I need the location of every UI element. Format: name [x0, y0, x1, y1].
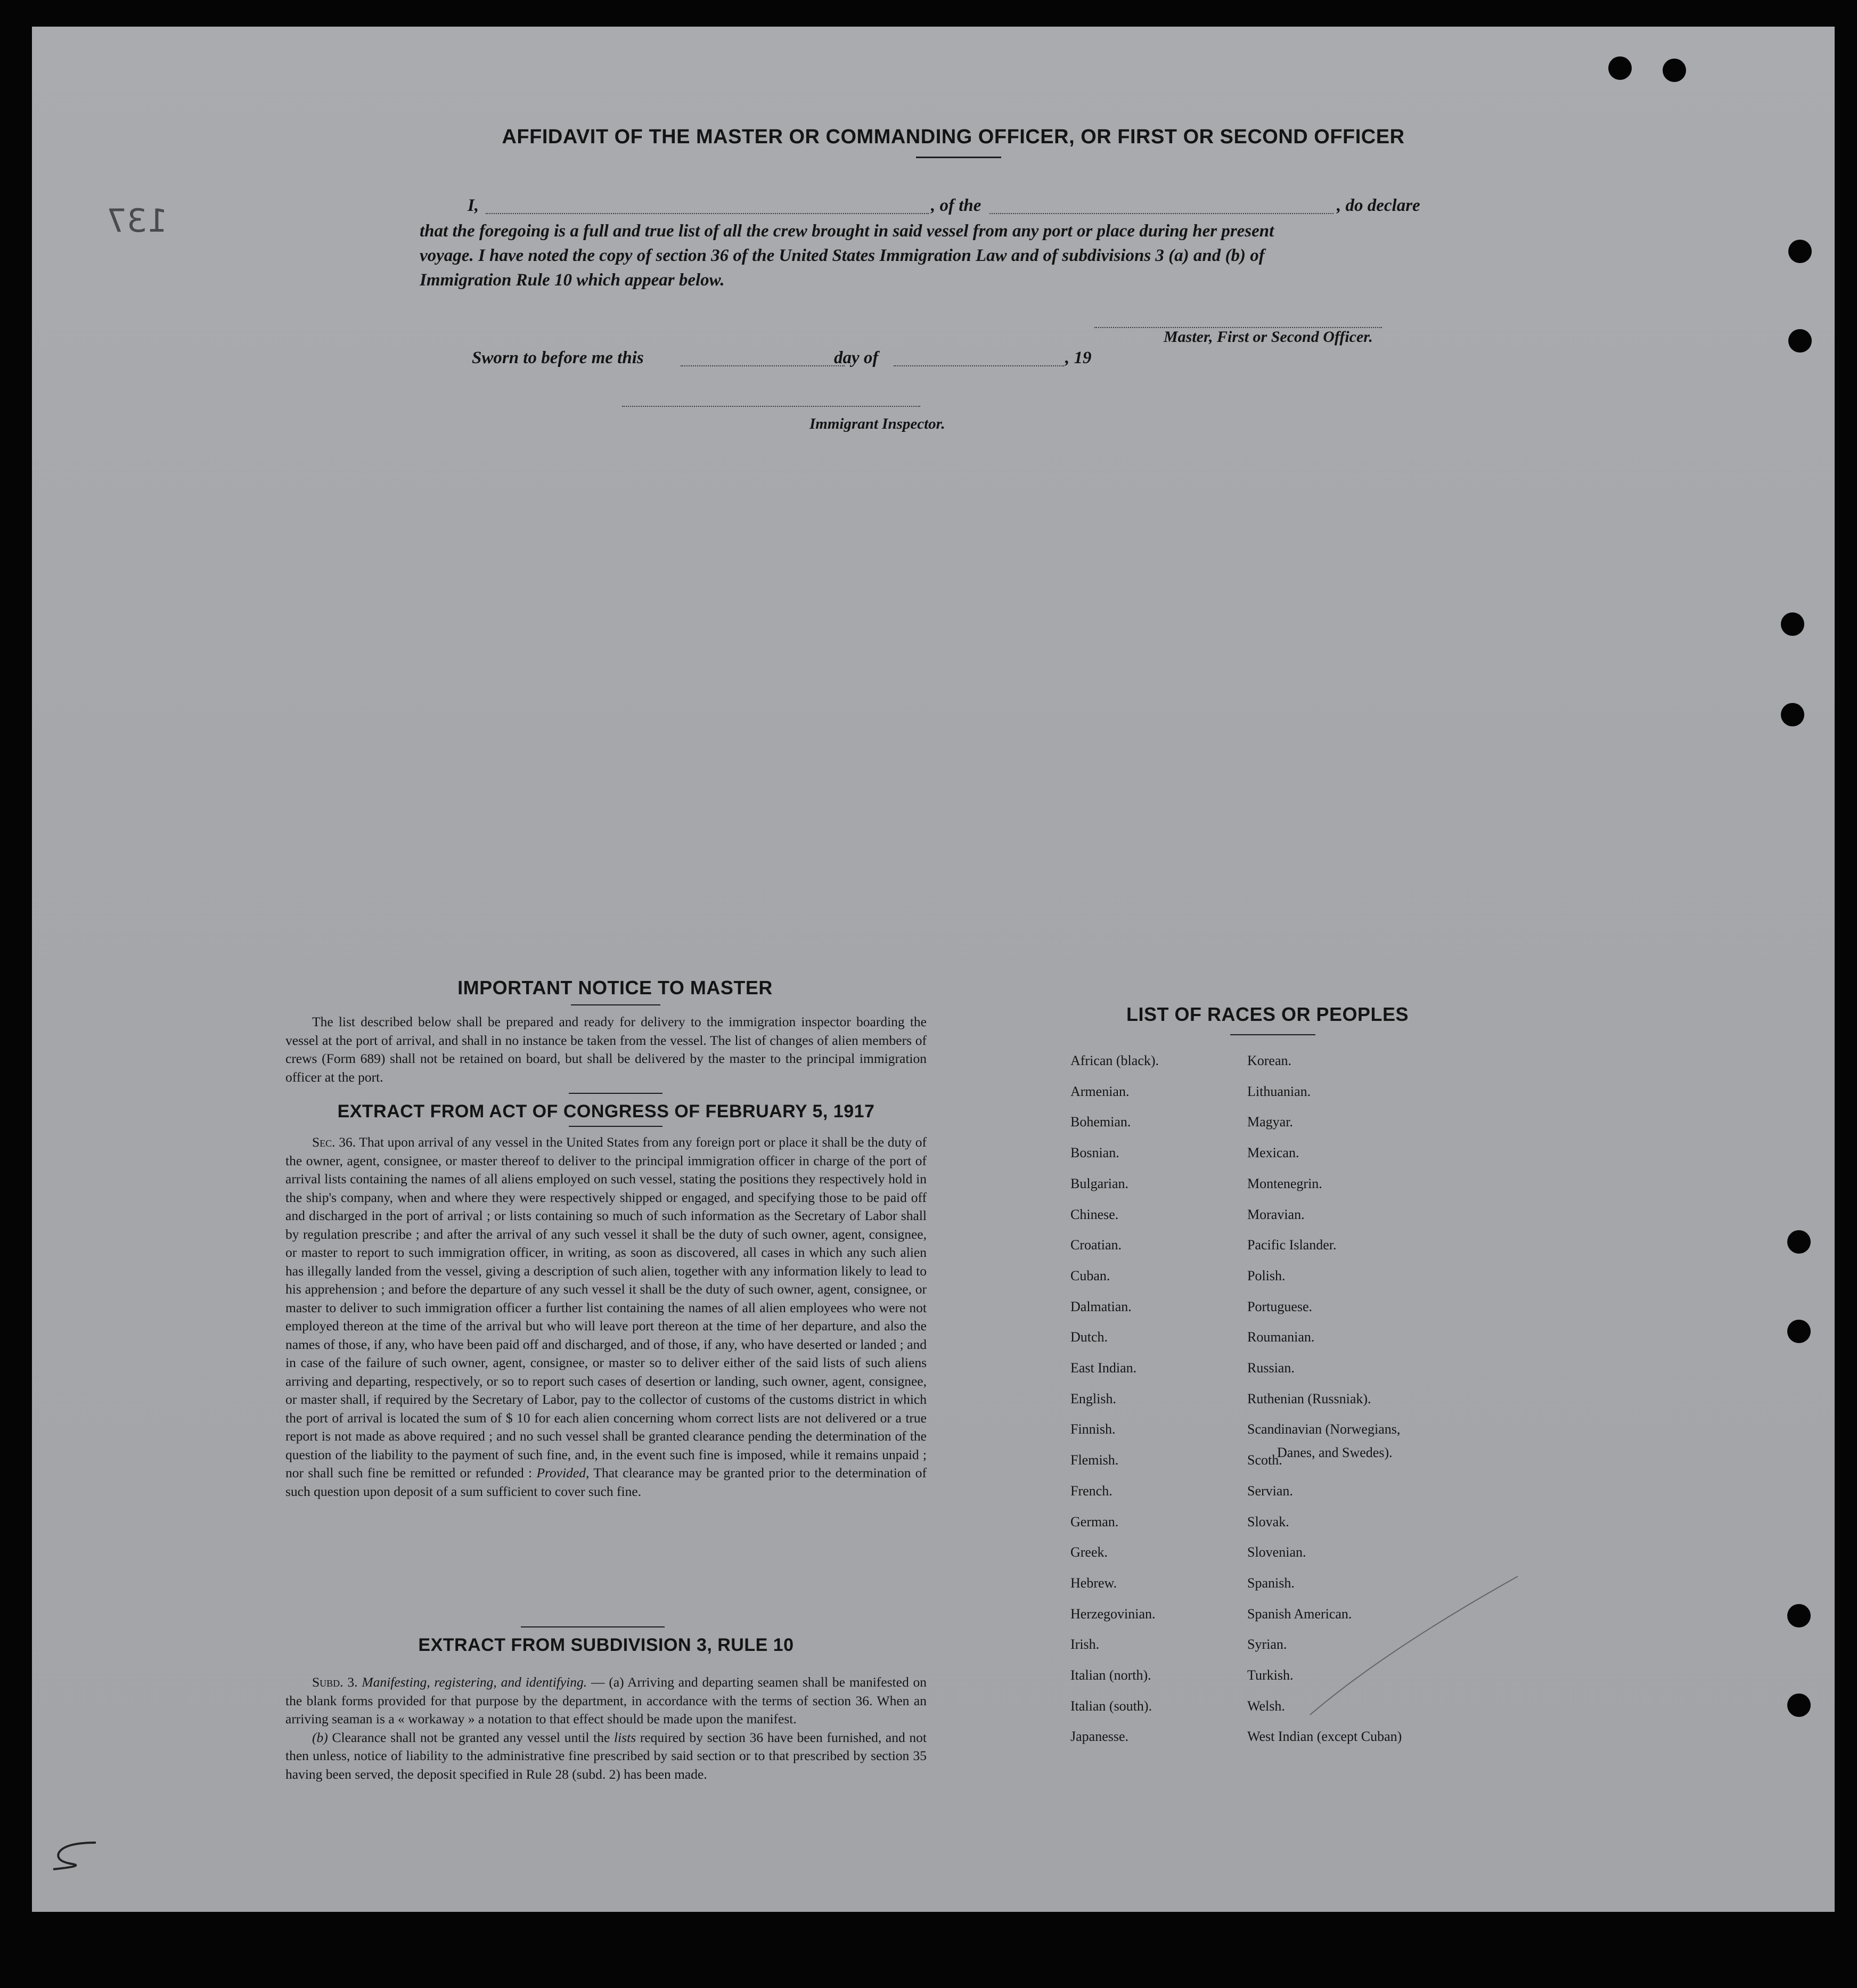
subd-heading: Manifesting, registering, and identifying. — [362, 1674, 587, 1690]
subd-b-label: (b) — [312, 1729, 328, 1745]
race-item: Bosnian. — [1070, 1145, 1119, 1160]
race-item: Slovenian. — [1247, 1544, 1306, 1560]
race-item: Roumanian. — [1247, 1329, 1315, 1345]
sworn-month-blank — [894, 365, 1064, 366]
act-provided: Provided, — [536, 1465, 590, 1480]
sworn-day-of: day of — [834, 348, 879, 367]
punch-hole-icon — [1787, 1320, 1811, 1343]
race-item: Servian. — [1247, 1483, 1293, 1499]
subdivision-text — [285, 1673, 927, 1784]
race-item: Russian. — [1247, 1360, 1295, 1376]
act-title: EXTRACT FROM ACT OF CONGRESS OF FEBRUARY 5, 1917 — [337, 1101, 875, 1122]
punch-hole-icon — [1608, 56, 1632, 80]
subd-label: Subd. 3. — [312, 1674, 358, 1690]
race-item: Cuban. — [1070, 1268, 1110, 1283]
punch-hole-icon — [1781, 612, 1804, 636]
handwritten-mark-icon — [43, 1837, 107, 1880]
notice-title: IMPORTANT NOTICE TO MASTER — [457, 977, 773, 999]
race-item: Korean. — [1247, 1053, 1292, 1068]
race-item: West Indian (except Cuban) — [1247, 1729, 1402, 1744]
margin-page-number: 137 — [107, 202, 168, 240]
affidavit-title-rule — [916, 157, 1001, 158]
punch-hole-icon — [1787, 1694, 1811, 1717]
race-item: Montenegrin. — [1247, 1176, 1322, 1191]
act-body: That upon arrival of any vessel in the United States from any foreign port or place it shall be the duty of the owner, agent, consignee, or master thereof to deliver to the principal immigration officer in charge of the port of arrival lists containing the names of all aliens employed on such vessel, stating the positions they respectively hold in the ship's company, when and where they were respectively shipped or engaged, and specifying those to be paid off and discharged in the port of arrival ; or lists containing so much of such information as the Secretary of Labor shall by regulation prescribe ; and after the arrival of any such vessel it shall be the duty of such owner, agent, consignee, or master to report to such immigration officer, in writing, as soon as discovered, all cases in which any such alien has illegally landed from the vessel, giving a description of such alien, together with any information likely to lead to his apprehension ; and before the departure of any such vessel it shall be the duty of such owner, agent, consignee, or master to deliver to such immigration officer a further list containing the names of all alien employees who were not employed thereon at the time of the arrival but who will leave port thereon at the time of her departure, and also the names of those, if any, who have been paid off and discharged, and of those, if any, who have deserted or landed ; and in case of the failure of such owner, agent, consignee, or master so to deliver either of the said lists of such aliens arriving and departing, respectively, or so to report such cases of desertion or landing, such owner, agent, consignee, or master shall, if required by the Secretary of Labor, pay to the collector of customs of the customs district in which the port of arrival is located the sum of $ 10 for each alien concerning whom correct lists are not delivered or a true report is not made as above required ; and no such vessel shall be granted clearance pending the determination of the question of the liability to the payment of such fine, and, in the event such fine is imposed, while it remains unpaid ; nor shall such fine be remitted or refunded : — [285, 1134, 927, 1480]
act-paragraph — [285, 1133, 927, 1501]
race-item: Welsh. — [1247, 1698, 1285, 1714]
subdivision-title: EXTRACT FROM SUBDIVISION 3, RULE 10 — [418, 1635, 794, 1655]
race-item: Italian (north). — [1070, 1667, 1151, 1683]
act-text — [285, 1133, 927, 1501]
subd-b-lists: lists — [614, 1729, 636, 1745]
subd-a-text: Arriving and departing seamen shall be manifested on the blank forms provided for that purpose by the department, in accordance with the terms of section 36. When an arriving seaman is a « workaway » a notation to that effect should be made upon the manifest. — [285, 1674, 927, 1727]
race-item: Mexican. — [1247, 1145, 1299, 1160]
punch-hole-icon — [1787, 1230, 1811, 1254]
race-item: Spanish American. — [1247, 1606, 1352, 1622]
affidavit-title: AFFIDAVIT OF THE MASTER OR COMMANDING OFFICER, OR FIRST OR SECOND OFFICER — [502, 126, 1405, 148]
affidavit-line-4: Immigration Rule 10 which appear below. — [420, 271, 725, 290]
affidavit-line-3: voyage. I have noted the copy of section 36 of the United States Immigration Law and of subdivisions 3 (a) and (b) of — [420, 246, 1265, 265]
act-section-label: Sec. 36. — [312, 1134, 356, 1150]
document-page — [32, 27, 1835, 1912]
race-item: Chinese. — [1070, 1207, 1119, 1222]
subdivision-paragraph-b — [285, 1729, 927, 1784]
race-item: Japanesse. — [1070, 1729, 1129, 1744]
affidavit-i: I, — [468, 196, 479, 215]
subd-b-text-1: Clearance shall not be granted any vessel until the — [332, 1729, 610, 1745]
punch-hole-icon — [1663, 59, 1686, 82]
race-item: Greek. — [1070, 1544, 1108, 1560]
race-item: Spanish. — [1247, 1575, 1295, 1591]
race-item: English. — [1070, 1391, 1116, 1406]
race-item: Bulgarian. — [1070, 1176, 1129, 1191]
races-title: LIST OF RACES OR PEOPLES — [1126, 1003, 1409, 1025]
affidavit-do-declare: , do declare — [1337, 196, 1420, 215]
punch-hole-icon — [1788, 329, 1812, 353]
race-item: French. — [1070, 1483, 1112, 1499]
notice-text — [285, 1013, 927, 1086]
affidavit-name-blank — [486, 213, 929, 214]
race-item: Scandinavian (Norwegians, — [1247, 1421, 1401, 1437]
race-item: German. — [1070, 1514, 1119, 1529]
inspector-caption: Immigrant Inspector. — [809, 415, 945, 432]
race-item: East Indian. — [1070, 1360, 1137, 1376]
race-item: Finnish. — [1070, 1421, 1116, 1437]
race-item: Italian (south). — [1070, 1698, 1152, 1714]
punch-hole-icon — [1787, 1604, 1811, 1627]
race-item: Magyar. — [1247, 1114, 1293, 1130]
race-item: Hebrew. — [1070, 1575, 1117, 1591]
act-title-bottom-rule — [569, 1126, 662, 1127]
race-item: Croatian. — [1070, 1237, 1122, 1253]
subdivision-paragraph-a — [285, 1673, 927, 1729]
race-item: Turkish. — [1247, 1667, 1294, 1683]
punch-hole-icon — [1781, 703, 1804, 726]
affidavit-vessel-blank — [989, 213, 1334, 214]
punch-hole-icon — [1788, 240, 1812, 263]
race-item: Scoth. — [1247, 1452, 1282, 1468]
sworn-year: , 19 — [1065, 348, 1092, 367]
subdivision-title-top-rule — [521, 1626, 665, 1627]
affidavit-line-2: that the foregoing is a full and true list of all the crew brought in said vessel from any port or place during her present — [420, 222, 1274, 241]
race-item: Dutch. — [1070, 1329, 1108, 1345]
race-item: Herzegovinian. — [1070, 1606, 1156, 1622]
sworn-label: Sworn to before me this — [472, 348, 644, 367]
race-item: Armenian. — [1070, 1084, 1130, 1099]
race-item: Irish. — [1070, 1637, 1100, 1652]
race-item: Flemish. — [1070, 1452, 1119, 1468]
subd-b-text-2: required by section 36 have been furnished, and not then unless, notice of liability to the administrative fine prescribed by said section or to that prescribed by section 35 having been served, the deposit specified in Rule 28 (subd. 2) has been made. — [285, 1729, 927, 1782]
subd-a-label: — (a) — [591, 1674, 624, 1690]
race-item: African (black). — [1070, 1053, 1159, 1068]
race-item: Syrian. — [1247, 1637, 1287, 1652]
race-item: Polish. — [1247, 1268, 1286, 1283]
race-item: Bohemian. — [1070, 1114, 1131, 1130]
race-item: Portuguese. — [1247, 1299, 1313, 1314]
race-item: Moravian. — [1247, 1207, 1305, 1222]
race-item: Pacific Islander. — [1247, 1237, 1337, 1253]
races-title-rule — [1230, 1034, 1315, 1035]
master-signature-caption: Master, First or Second Officer. — [1164, 328, 1373, 346]
affidavit-of-the: , of the — [931, 196, 981, 215]
race-item: Lithuanian. — [1247, 1084, 1311, 1099]
race-item: Ruthenian (Russniak). — [1247, 1391, 1371, 1406]
notice-paragraph: The list described below shall be prepared and ready for delivery to the immigration inspector boarding the vessel at the port of arrival, and shall in no instance be taken from the vessel. The list of changes of alien members of crews (Form 689) shall not be retained on board, but shall be delivered by the master to the principal immigration officer at the port. — [285, 1014, 927, 1085]
notice-title-rule — [571, 1004, 660, 1005]
race-item: Dalmatian. — [1070, 1299, 1132, 1314]
inspector-signature-line — [622, 406, 920, 407]
pencil-stroke-icon — [1299, 1571, 1523, 1720]
race-item: Slovak. — [1247, 1514, 1289, 1529]
act-title-top-rule — [569, 1093, 662, 1094]
act-body-end: That clearance may be granted prior to the determination of such question upon deposit of a sum sufficient to cover such fine. — [285, 1465, 927, 1499]
sworn-day-blank — [681, 365, 845, 366]
race-scandinavian-continuation: Danes, and Swedes). — [1277, 1445, 1393, 1460]
